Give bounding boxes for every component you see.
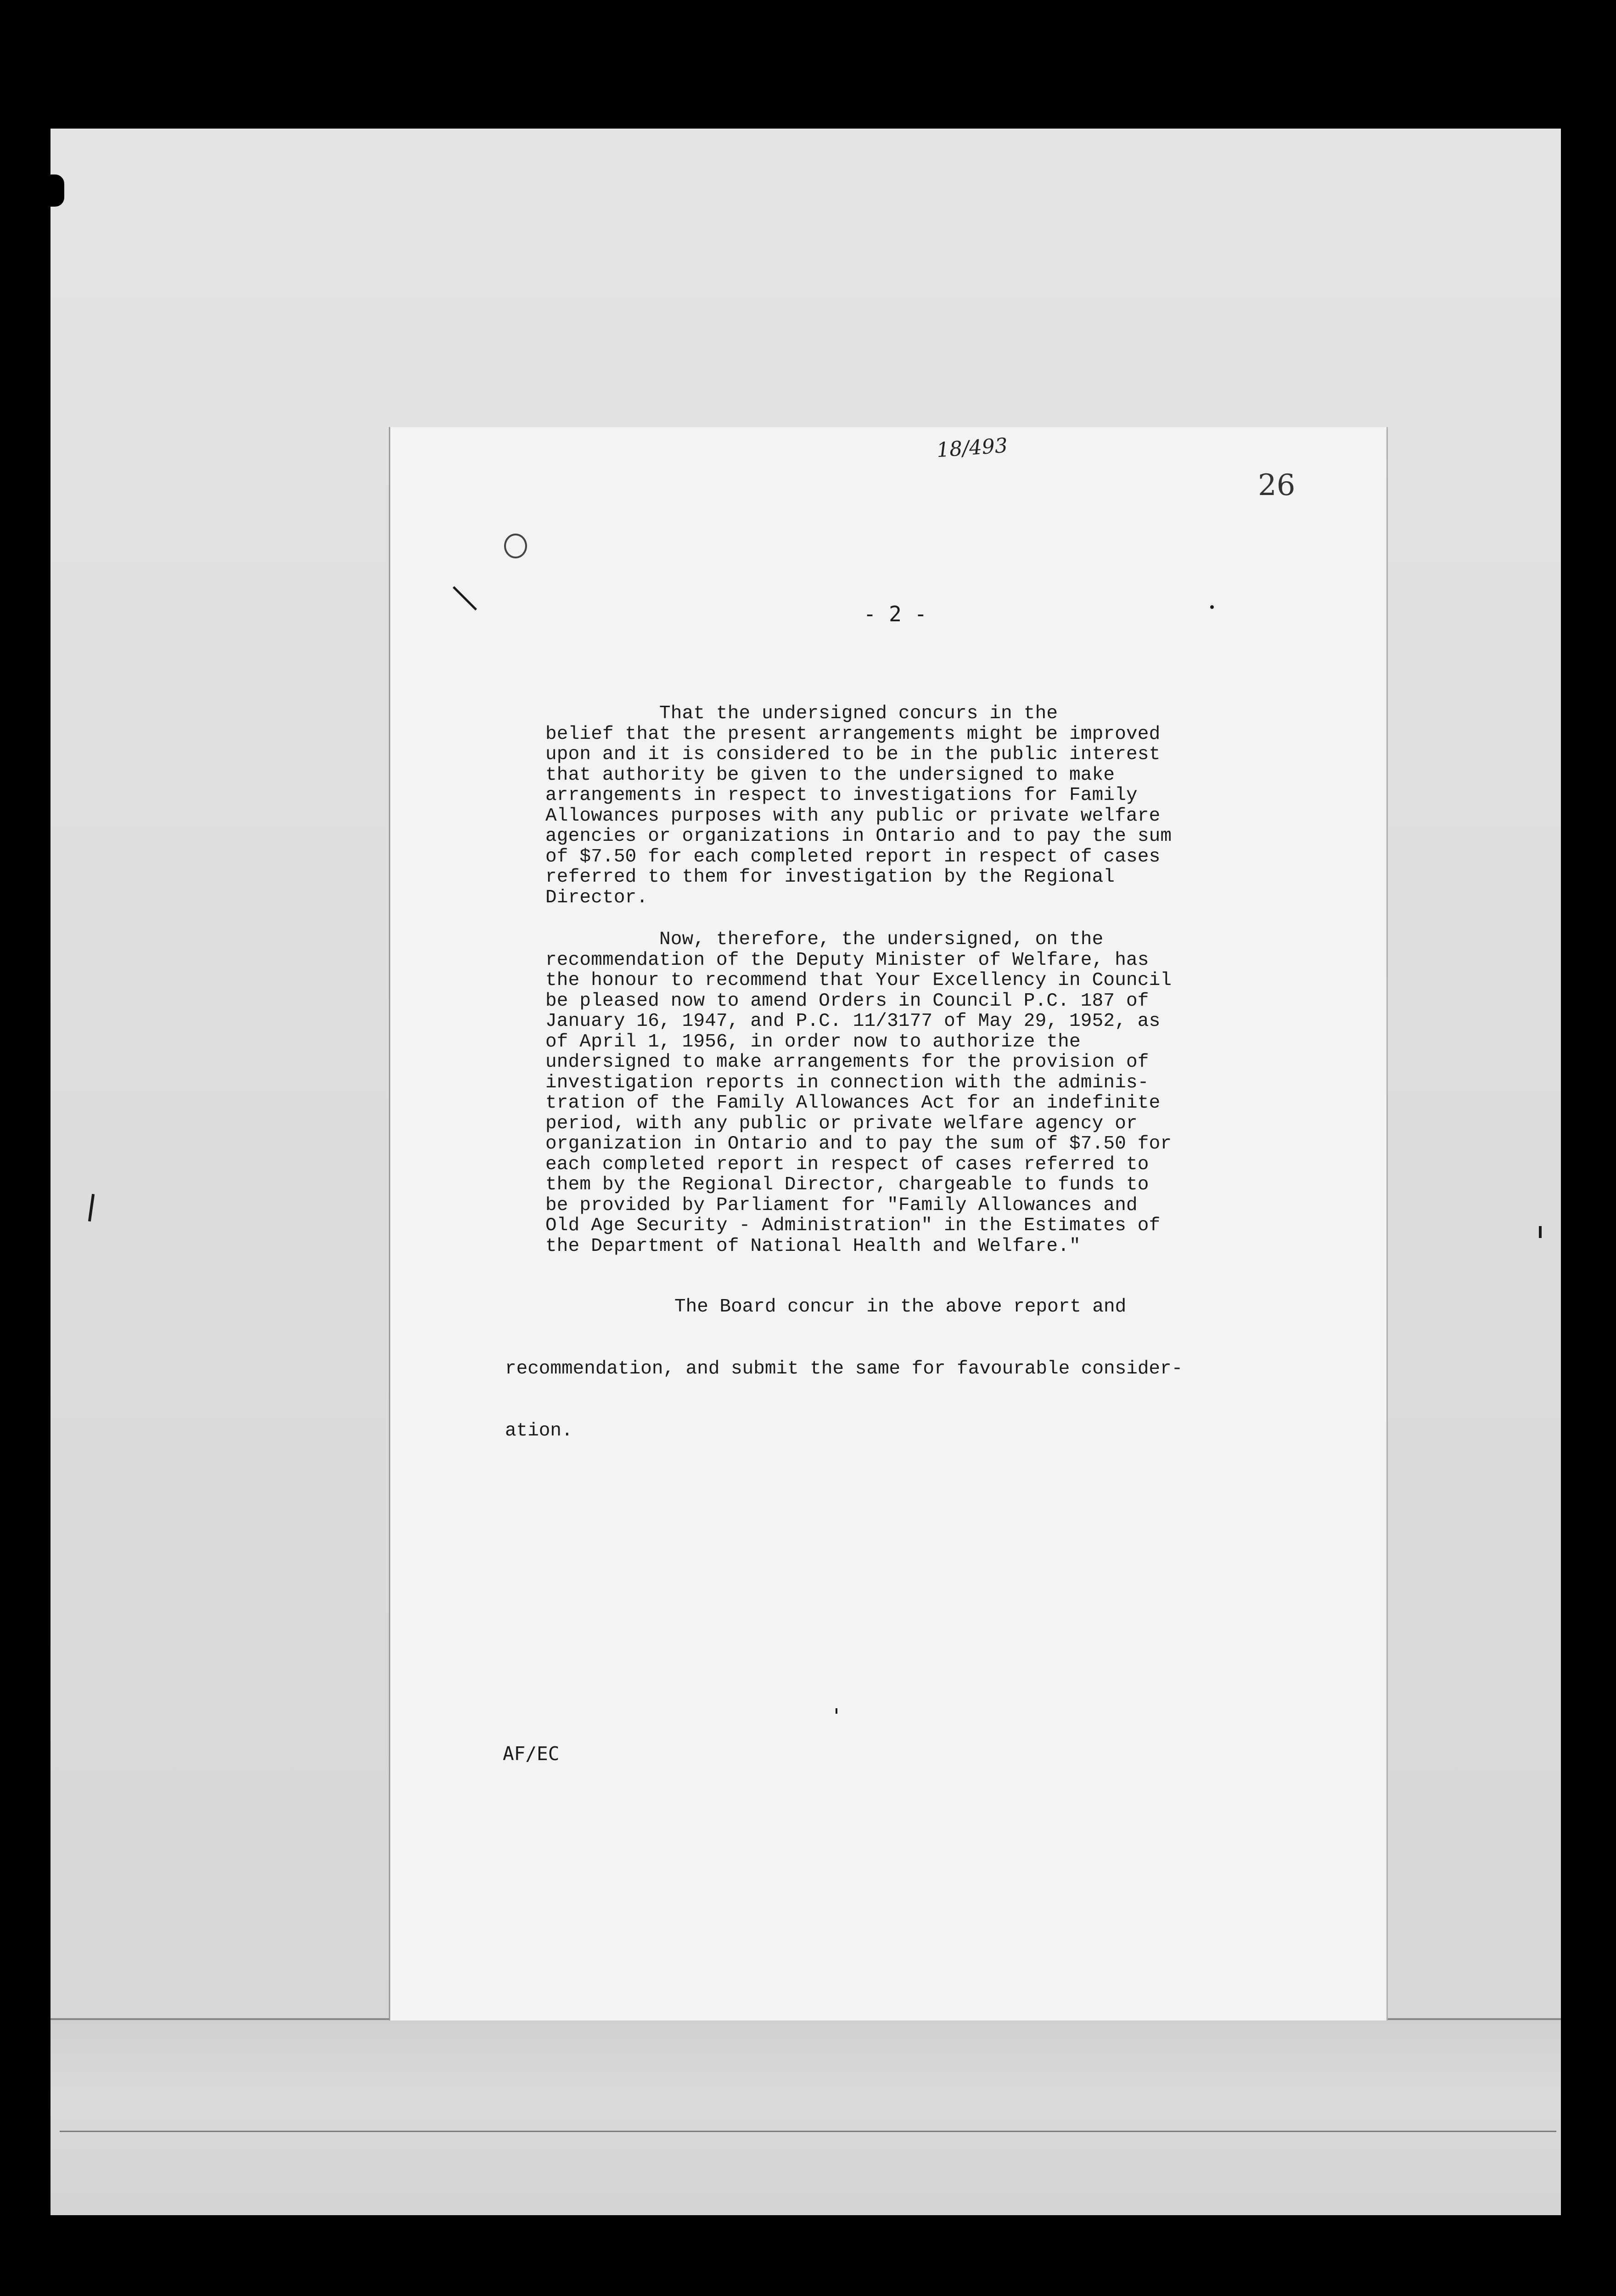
ink-dot-lower [836,1708,837,1714]
backing-rule-line [60,2131,1556,2132]
page-number: - 2 - [863,602,927,626]
typist-initials: AF/EC [503,1743,560,1765]
backing-lower-band [50,2018,1561,2215]
paragraph-1: That the undersigned concurs in the belief that the present arrangements might be improved upon and it is considered to be in the public interest that authority be given to the undersigned to make arrangements in respect to investigations for Family Allowances purposes with any public or private welfare agencies or organizations in Ontario and to pay the sum of $7.50 for each completed report in respect of cases referred to them for investigation by the Regional Director. [545,703,1172,908]
film-edge-notch [46,174,64,207]
paragraph-2: Now, therefore, the undersigned, on the recommendation of the Deputy Minister of Welfare, has the honour to recommend that Your Excellency in Council be pleased now to amend Orders in Council P.C. 187 of January 16, 1947, and P.C. 11/3177 of May 29, 1952, as of April 1, 1956, in order now to authorize the undersigned to make arrangements for the provision of investigation reports in connection with the adminis- tration of the Family Allowances Act for an indefinite period, with any public or private welfare agency or organization in Ontario and to pay the sum of $7.50 for each completed report in respect of cases referred to them by the Regional Director, chargeable to funds to be provided by Parliament for "Family Allowances and Old Age Security - Administration" in the Estimates of the Department of National Health and Welfare." [545,929,1172,1257]
stamped-folio-number: 26 [1258,468,1296,502]
board-line-3: ation. [505,1420,573,1441]
board-line-2: recommendation, and submit the same for favourable consider- [505,1358,1183,1379]
ink-dot [1210,605,1214,609]
handwritten-reference: 18/493 [936,433,1009,462]
board-line-1: The Board concur in the above report and [505,1296,1127,1317]
margin-mark-right [1539,1226,1542,1238]
punch-hole-mark [504,534,527,558]
